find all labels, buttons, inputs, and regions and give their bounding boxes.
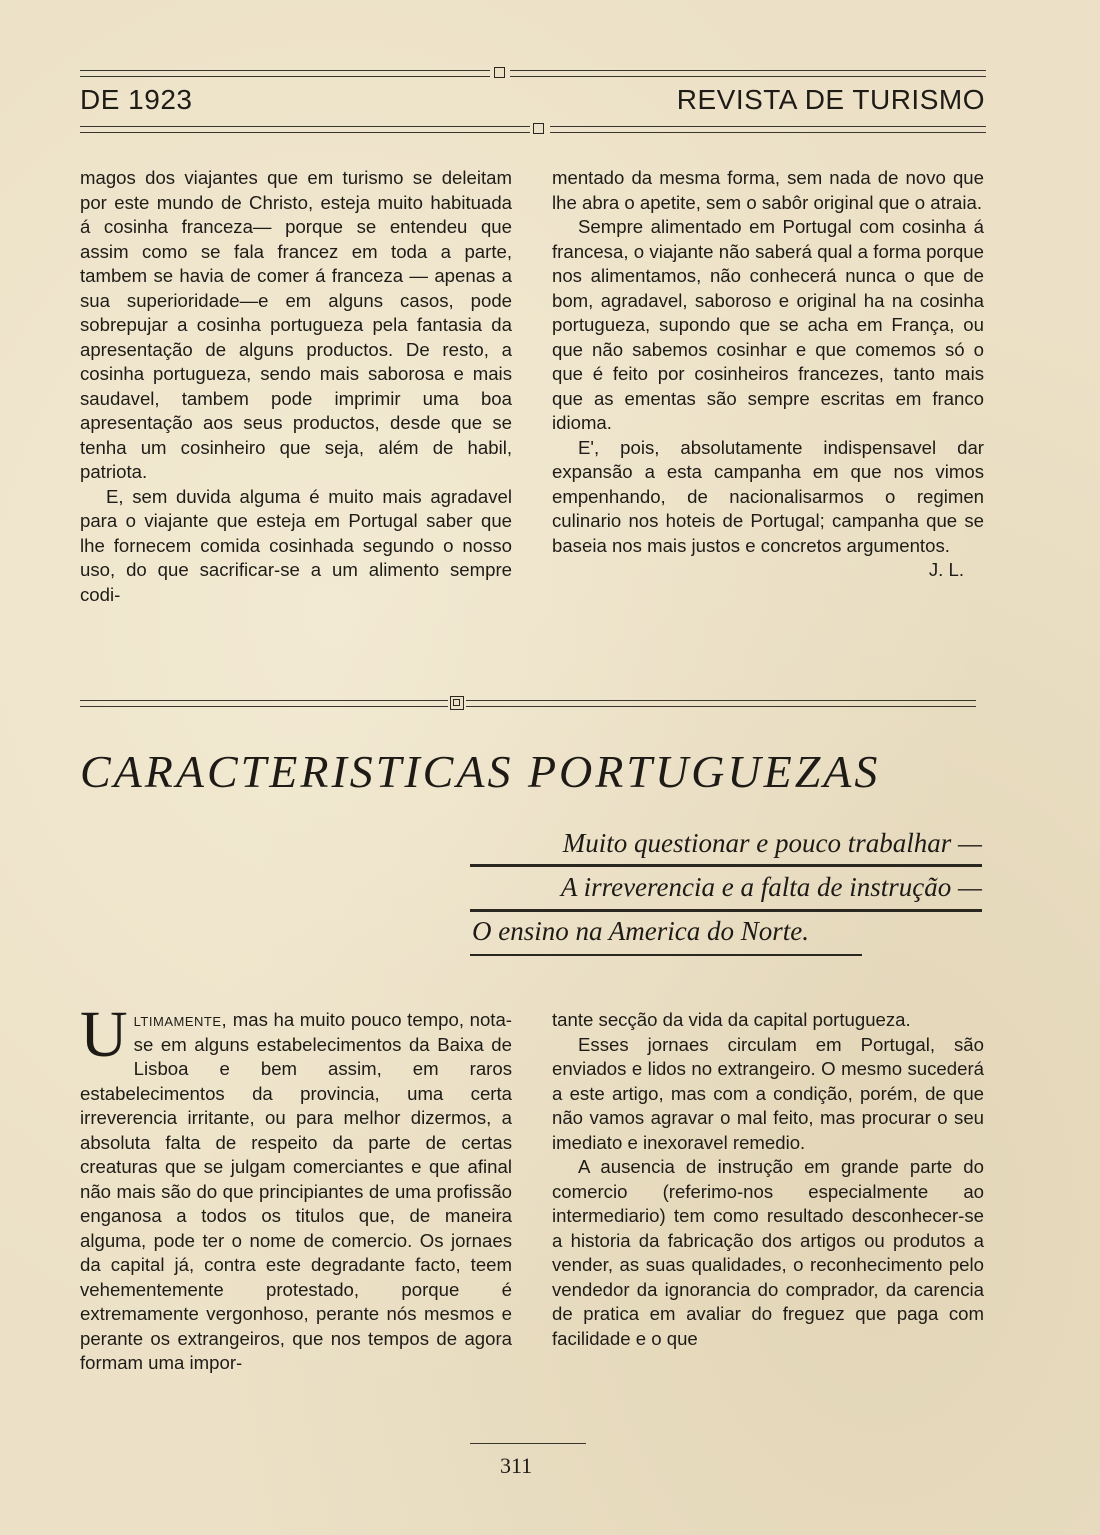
article2-title: CARACTERISTICAS PORTUGUEZAS	[80, 746, 881, 797]
article2-subtitle: O ensino na America do Norte.	[472, 916, 809, 946]
article2-subtitle: Muito questionar e pouco trabalhar —	[562, 828, 982, 858]
header-date: DE 1923	[80, 84, 193, 115]
subtitle-rule	[470, 954, 862, 956]
section-divider-left	[80, 700, 448, 707]
drop-cap: U	[80, 998, 128, 1071]
article1-paragraph: magos dos viajantes que em turismo se deleitam por este mundo de Christo, esteja muito habituada á cosinha franceza— porque se entendeu que assim como se fala francez em toda a parte, tambem se havia de comer á franceza — apenas a sua superioridade—e em alguns casos, pode sobrepujar a cosinha portugueza pela fantasia da apresentação de alguns productos. De resto, a cosinha portugueza, sendo mais saborosa e mais saudavel, tambem pode imprimir uma boa apresentação aos seus productos, desde que se tenha um cosinheiro que seja, além de habil, patriota.	[80, 167, 512, 482]
article2-subtitle: A irreverencia e a falta de instrução —	[560, 872, 982, 902]
article2-left-column	[80, 998, 512, 1376]
header-top-rule-right	[510, 70, 986, 77]
header-magazine-title: REVISTA DE TURISMO	[676, 84, 985, 115]
article2-paragraph	[80, 998, 512, 1376]
article2-paragraph: A ausencia de instrução em grande parte do comercio (referimo-nos especialmente ao intermediario) tem como resultado desconhecer-se a historia da fabricação dos artigos ou produtos a vender, as suas qualidades, o reconhecimento pelo vendedor da ignorancia do comprador, da carencia de pratica em avaliar do freguez que paga com facilidade e o que	[552, 1156, 984, 1349]
article1-signature: J. L.	[928, 559, 964, 580]
article2-paragraph-text: mas ha muito pouco tempo, nota-se em alguns estabelecimentos da Baixa de Lisboa e bem assim, em raros estabelecimentos da provincia, uma certa irreverencia irritante, ou para melhor dizermos, a absoluta falta de respeito da parte de certas creaturas que se julgam comerciantes e que afinal não mais são do que principiantes de uma profissão enganosa a todos os titulos que, de maneira alguma, pode ter o nome de comercio. Os jornaes da capital já, contra este degradante facto, teem vehementemente protestado, porque é extremamente vergonhoso, perante nós mesmos e perante os extrangeiros, que nos tempos de agora formam uma impor-	[80, 1009, 512, 1373]
article1-right-column	[552, 166, 984, 583]
page-number: 311	[500, 1453, 533, 1478]
article1-paragraph: E, sem duvida alguma é muito mais agradavel para o viajante que esteja em Portugal saber que lhe fornecem comida cosinhada segundo o nosso uso, do que sacrificar-se a um alimento sempre codi-	[80, 485, 512, 605]
subtitle-rule	[470, 864, 982, 867]
header-bottom-rule-right	[550, 126, 986, 133]
article2-paragraph: Esses jornaes circulam em Portugal, são enviados e lidos no extrangeiro. O mesmo sucederá a este artigo, mas com a condição, porém, de que não vamos agravar o mal feito, mas procurar o seu imediato e inexoravel remedio.	[552, 1033, 984, 1153]
header-top-ornament	[494, 67, 505, 78]
footer-rule	[470, 1443, 586, 1444]
header-top-rule-left	[80, 70, 490, 77]
article1-left-column	[80, 166, 512, 607]
article1-paragraph: mentado da mesma forma, sem nada de novo que lhe abra o apetite, sem o sabôr original que o atraia.	[552, 167, 984, 213]
article1-paragraph: Sempre alimentado em Portugal com cosinha á francesa, o viajante não saberá qual a forma porque nos alimentamos, não conhecerá nunca o que de bom, agradavel, saboroso e original ha na cosinha portugueza, supondo que se acha em França, ou que não sabemos cosinhar e que comemos só o que é feito por cosinheiros francezes, tanto mais que as ementas são sempre escritas em franco idioma.	[552, 216, 984, 433]
article2-paragraph: tante secção da vida da capital portugueza.	[552, 1009, 911, 1030]
article1-paragraph: E', pois, absolutamente indispensavel dar expansão a esta campanha em que nos vimos empenhando, de nacionalisarmos o regimen culinario nos hoteis de Portugal; campanha que se baseia nos mais justos e concretos argumentos.	[552, 436, 984, 556]
section-divider-ornament	[450, 696, 464, 710]
header-bottom-ornament	[533, 123, 544, 134]
article2-right-column	[552, 1008, 984, 1351]
subtitle-rule	[470, 909, 982, 912]
lead-smallcaps: ltimamente,	[133, 1009, 228, 1030]
header-bottom-rule-left	[80, 126, 530, 133]
section-divider-right	[466, 700, 976, 707]
